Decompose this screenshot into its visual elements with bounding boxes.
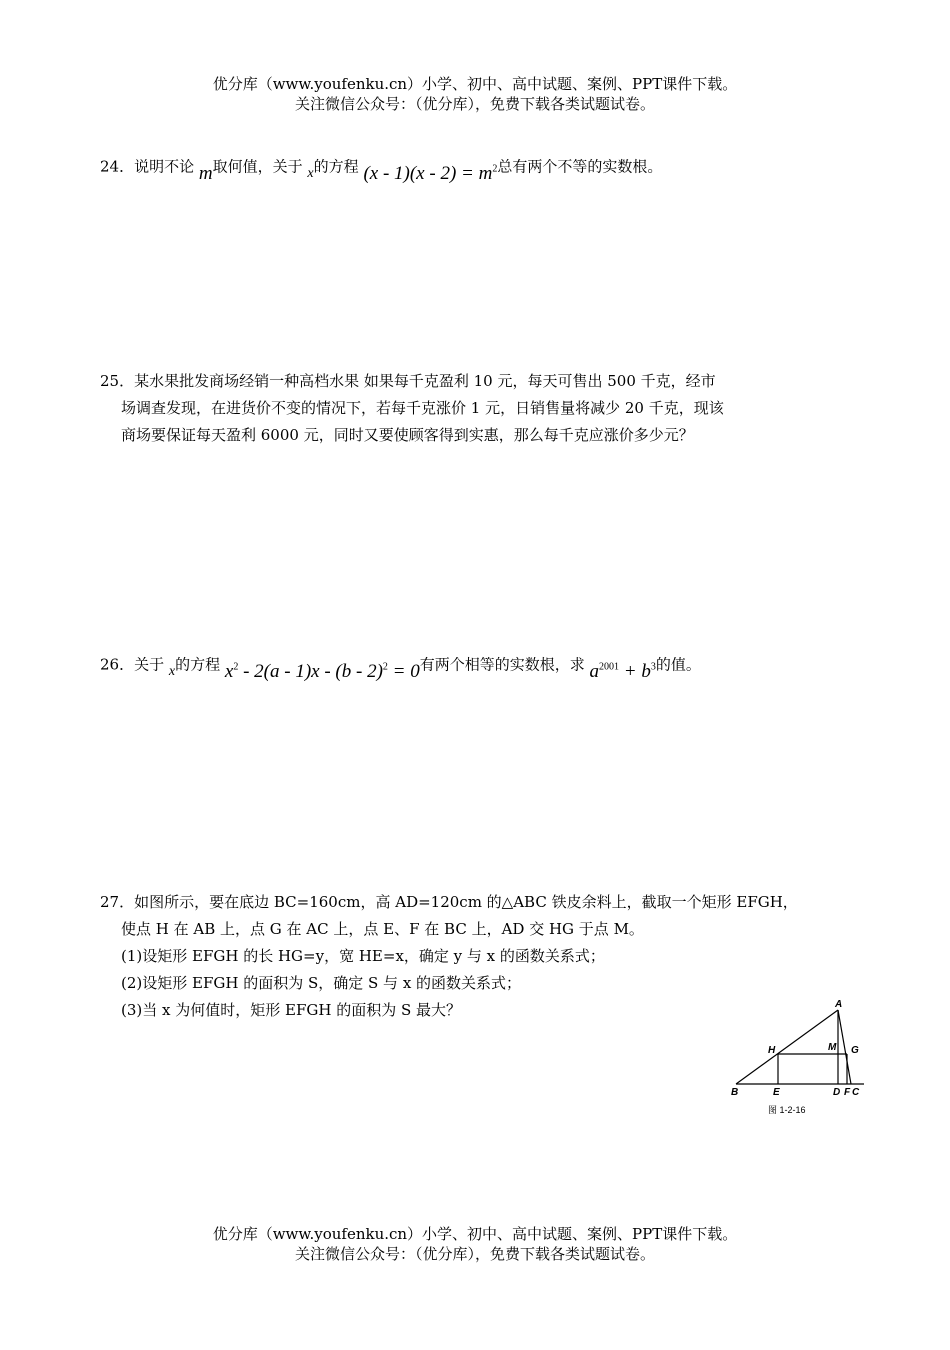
equation-exponent: 2	[492, 164, 498, 175]
expression-term: a	[589, 661, 600, 683]
question-line-3: 商场要保证每天盈利 6000 元，同时又要使顾客得到实惠，那么每千克应涨价多少元？	[121, 426, 694, 444]
label-m: M	[828, 1042, 837, 1053]
equation-term: x	[224, 661, 234, 683]
question-part-1: (1)设矩形 EFGH 的长 HG=y，宽 HE=x，确定 y 与 x 的函数关系式；	[121, 947, 605, 965]
question-25	[100, 368, 870, 449]
expression-exponent: 2001	[599, 662, 620, 673]
expression	[590, 661, 656, 682]
question-number: 24．	[100, 157, 135, 176]
label-a: A	[835, 999, 843, 1010]
page-footer	[0, 1224, 950, 1264]
question-26	[100, 646, 870, 683]
equation-term: - 2(a - 1)x - (b - 2)	[238, 661, 383, 683]
expression-term: + b	[619, 661, 651, 683]
segment-ac	[838, 1010, 851, 1084]
question-line-1: 如图所示，要在底边 BC=160cm，高 AD=120cm 的△ABC 铁皮余料上，截取一个矩形 EFGH，	[134, 893, 798, 911]
header-line-1: 优分库（www.youfenku.cn）小学、初中、高中试题、案例、PPT课件下载。	[212, 75, 738, 93]
label-b: B	[731, 1087, 739, 1098]
footer-line-2: 关注微信公众号：（优分库），免费下载各类试题试卷。	[294, 1245, 655, 1263]
label-c: C	[852, 1087, 860, 1098]
label-e: E	[773, 1087, 780, 1098]
question-text: 总有两个不等的实数根。	[497, 157, 663, 176]
question-line-1: 某水果批发商场经销一种高档水果 如果每千克盈利 10 元，每天可售出 500 千克，经市	[134, 372, 716, 390]
question-part-3: (3)当 x 为何值时，矩形 EFGH 的面积为 S 最大？	[121, 1001, 462, 1019]
question-text: 有两个相等的实数根，求	[419, 655, 585, 674]
question-text: 取何值，关于	[212, 157, 303, 176]
label-f: F	[844, 1087, 851, 1098]
header-line-2: 关注微信公众号：（优分库），免费下载各类试题试卷。	[294, 95, 655, 113]
question-text: 关于	[134, 655, 165, 674]
variable-x: x	[307, 166, 314, 182]
equation-body: (x - 1)(x - 2) = m	[363, 163, 493, 185]
variable-m: m	[198, 163, 213, 185]
question-text: 的方程	[175, 655, 221, 674]
variable-x: x	[168, 664, 176, 680]
question-part-2: (2)设矩形 EFGH 的面积为 S，确定 S 与 x 的函数关系式；	[121, 974, 522, 992]
triangle-figure	[728, 996, 878, 1120]
question-line-2: 场调查发现，在进货价不变的情况下，若每千克涨价 1 元，日销售量将减少 20 千克，现该	[121, 399, 724, 417]
label-d: D	[833, 1087, 841, 1098]
page-header	[0, 74, 950, 114]
expression-exponent: 3	[650, 662, 656, 673]
question-text: 的值。	[655, 655, 701, 674]
question-text: 的方程	[313, 157, 359, 176]
equation	[363, 163, 497, 184]
question-text: 说明不论	[134, 157, 195, 176]
question-number: 27．	[100, 893, 135, 911]
equation-exponent: 2	[382, 662, 388, 673]
label-h: H	[768, 1045, 776, 1056]
question-24	[100, 148, 870, 185]
figure-caption: 图 1-2-16	[768, 1105, 806, 1115]
question-line-2: 使点 H 在 AB 上，点 G 在 AC 上，点 E、F 在 BC 上，AD 交 HG 于点 M。	[121, 920, 644, 938]
label-g: G	[851, 1045, 859, 1056]
equation-term: = 0	[387, 661, 420, 683]
question-number: 26．	[100, 655, 135, 674]
equation	[225, 661, 420, 682]
equation-exponent: 2	[233, 662, 239, 673]
segment-ab	[736, 1010, 838, 1084]
footer-line-1: 优分库（www.youfenku.cn）小学、初中、高中试题、案例、PPT课件下载。	[212, 1225, 738, 1243]
question-number: 25．	[100, 372, 135, 390]
